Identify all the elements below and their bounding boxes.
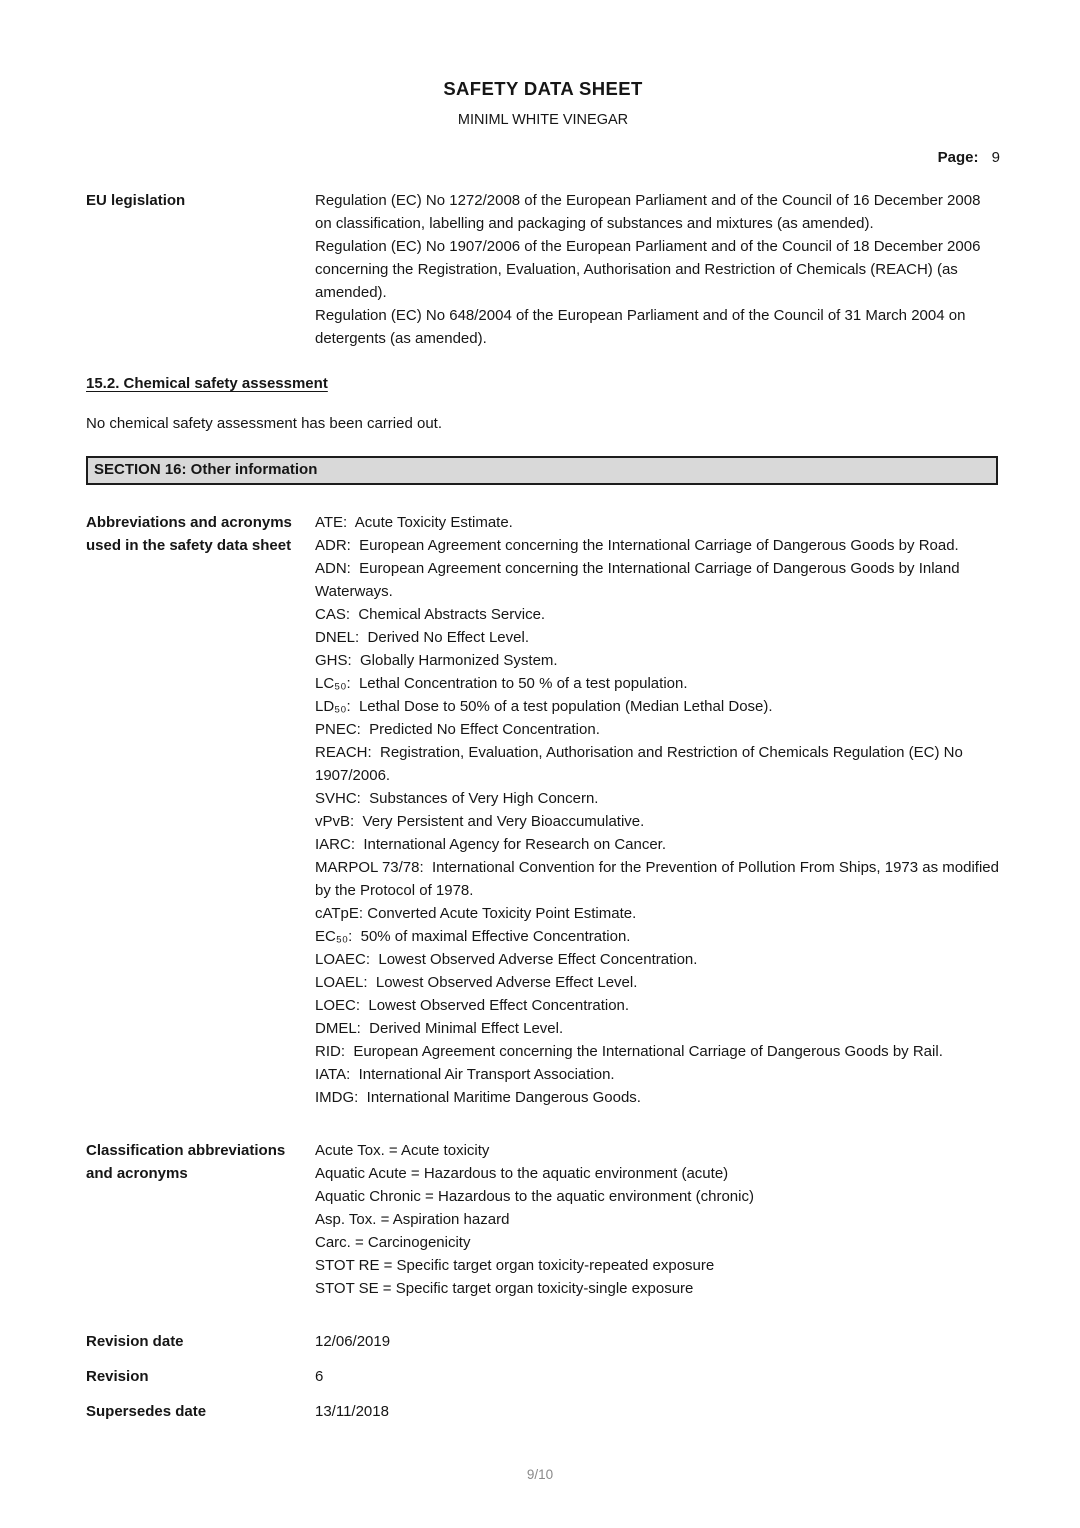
abbreviation-item: IMDG: International Maritime Dangerous Goods. — [315, 1089, 641, 1106]
revision-value: 6 — [315, 1368, 324, 1385]
classification-item: Aquatic Chronic = Hazardous to the aquatic environment (chronic) — [315, 1188, 754, 1205]
chemical-safety-body: No chemical safety assessment has been carried out. — [86, 415, 443, 432]
abbreviation-item: PNEC: Predicted No Effect Concentration. — [315, 721, 600, 738]
eu-legislation-paragraph: Regulation (EC) No 1272/2008 of the European Parliament and of the Council of 16 December 2008 on classification, labelling and packaging of substances and mixtures (as amended). — [315, 192, 985, 232]
abbreviation-item: CAS: Chemical Abstracts Service. — [315, 606, 546, 623]
abbreviation-item: GHS: Globally Harmonized System. — [315, 652, 558, 669]
revision-row — [86, 1365, 1000, 1388]
section-16-header: SECTION 16: Other information — [86, 456, 998, 485]
abbreviation-item: SVHC: Substances of Very High Concern. — [315, 790, 599, 807]
page-label: Page: — [937, 149, 979, 166]
abbreviation-item: MARPOL 73/78: International Convention for the Prevention of Pollution From Ships, 1973 as modified by the Protocol of 1978. — [315, 859, 1004, 899]
classification-item: STOT RE = Specific target organ toxicity-repeated exposure — [315, 1257, 715, 1274]
classification-item: Aquatic Acute = Hazardous to the aquatic environment (acute) — [315, 1165, 729, 1182]
classification-item: Acute Tox. = Acute toxicity — [315, 1142, 490, 1159]
classification-item: STOT SE = Specific target organ toxicity-single exposure — [315, 1280, 694, 1297]
page-number: 9 — [991, 149, 1000, 166]
classification-item: Asp. Tox. = Aspiration hazard — [315, 1211, 510, 1228]
classification-list — [315, 1139, 1000, 1300]
eu-legislation-label: EU legislation — [86, 192, 186, 209]
abbreviation-item: ADN: European Agreement concerning the International Carriage of Dangerous Goods by Inland Waterways. — [315, 560, 964, 600]
supersedes-date-label: Supersedes date — [86, 1403, 207, 1420]
abbreviation-item: LOAEC: Lowest Observed Adverse Effect Concentration. — [315, 951, 698, 968]
abbreviation-item: DNEL: Derived No Effect Level. — [315, 629, 529, 646]
page-footer: 9/10 — [526, 1467, 554, 1482]
page-indicator — [86, 146, 1000, 169]
abbreviation-item: IARC: International Agency for Research on Cancer. — [315, 836, 667, 853]
abbreviations-label: Abbreviations and acronyms used in the safety data sheet — [86, 514, 292, 554]
doc-subtitle: MINIML WHITE VINEGAR — [457, 112, 629, 128]
abbreviation-item: EC₅₀: 50% of maximal Effective Concentration. — [315, 928, 631, 945]
abbreviations-list — [315, 511, 1004, 1109]
supersedes-date-row — [86, 1400, 1000, 1423]
revision-date-row — [86, 1330, 1000, 1353]
abbreviation-item: LD₅₀: Lethal Dose to 50% of a test population (Median Lethal Dose). — [315, 698, 773, 715]
classification-item: Carc. = Carcinogenicity — [315, 1234, 471, 1251]
abbreviation-item: ADR: European Agreement concerning the International Carriage of Dangerous Goods by Road. — [315, 537, 959, 554]
classification-label: Classification abbreviations and acronyms — [86, 1142, 286, 1182]
abbreviation-item: RID: European Agreement concerning the International Carriage of Dangerous Goods by Rail. — [315, 1043, 943, 1060]
classification-row — [86, 1139, 1000, 1300]
eu-legislation-paragraph: Regulation (EC) No 1907/2006 of the European Parliament and of the Council of 18 December 2006 concerning the Registration, Evaluation, Authorisation and Restriction of Chemicals (REACH) (as amended). — [315, 238, 985, 301]
abbreviation-item: cATpE: Converted Acute Toxicity Point Estimate. — [315, 905, 637, 922]
abbreviation-item: LC₅₀: Lethal Concentration to 50 % of a test population. — [315, 675, 688, 692]
revision-label: Revision — [86, 1368, 149, 1385]
abbreviation-item: DMEL: Derived Minimal Effect Level. — [315, 1020, 564, 1037]
abbreviation-item: IATA: International Air Transport Association. — [315, 1066, 615, 1083]
abbreviation-item: LOEC: Lowest Observed Effect Concentration. — [315, 997, 630, 1014]
eu-legislation-paragraph: Regulation (EC) No 648/2004 of the European Parliament and of the Council of 31 March 2004 on detergents (as amended). — [315, 307, 970, 347]
chemical-safety-heading: 15.2. Chemical safety assessment — [86, 375, 328, 392]
abbreviation-item: ATE: Acute Toxicity Estimate. — [315, 514, 513, 531]
abbreviations-row — [86, 511, 1004, 1109]
abbreviation-item: REACH: Registration, Evaluation, Authorisation and Restriction of Chemicals Regulation (EC) No 1907/2006. — [315, 744, 967, 784]
eu-legislation-content — [315, 189, 1000, 350]
revision-date-label: Revision date — [86, 1333, 184, 1350]
doc-title: SAFETY DATA SHEET — [443, 78, 643, 99]
supersedes-date-value: 13/11/2018 — [315, 1403, 389, 1420]
abbreviation-item: LOAEL: Lowest Observed Adverse Effect Level. — [315, 974, 638, 991]
eu-legislation-row — [86, 189, 1000, 350]
revision-date-value: 12/06/2019 — [315, 1333, 391, 1350]
abbreviation-item: vPvB: Very Persistent and Very Bioaccumulative. — [315, 813, 645, 830]
